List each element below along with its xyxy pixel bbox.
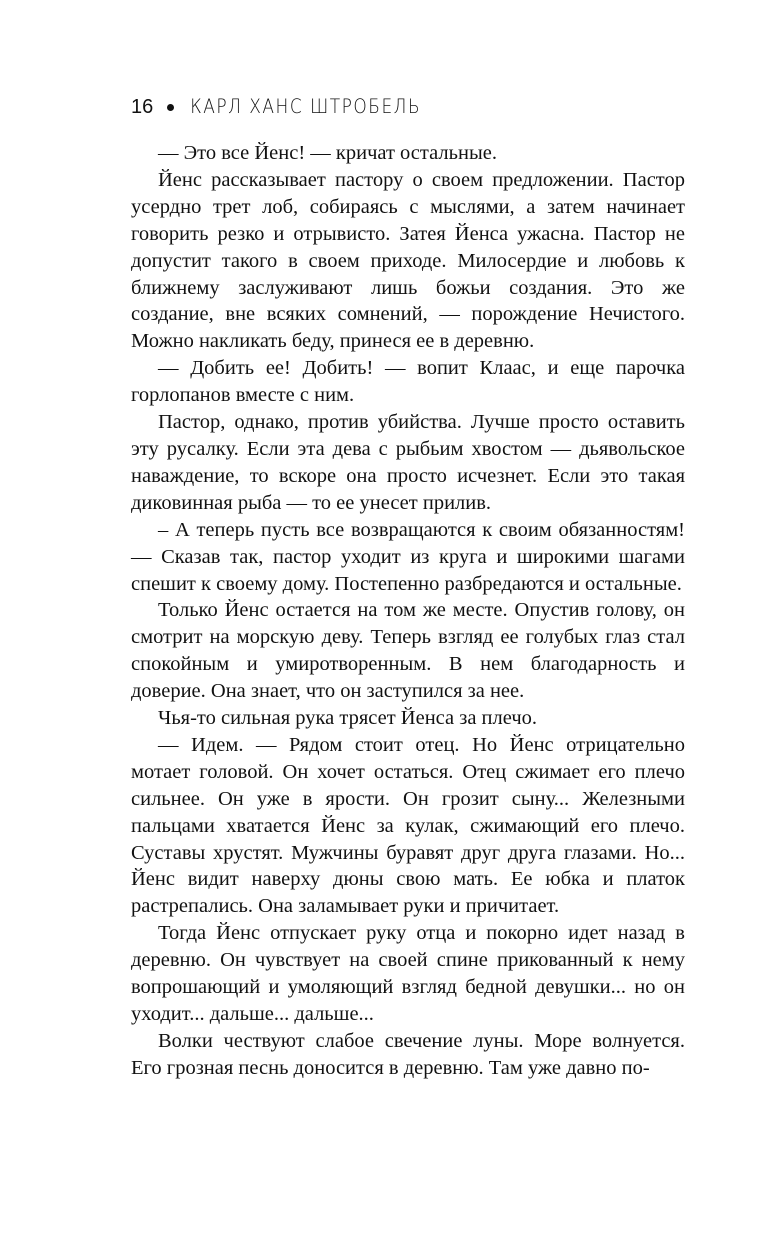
paragraph: – А теперь пусть все возвращаются к своим обязанностям! — Сказав так, пастор уходит из круга и широкими шагами спешит к своему дому. Постепенно разбредаются и остальные. [131, 518, 685, 595]
bullet-separator-icon [167, 104, 174, 111]
paragraph: Пастор, однако, против убийства. Лучше просто оставить эту русалку. Если эта дева с рыбьим хвостом — дьявольское наваждение, то вскоре она просто исчезнет. Если это такая диковинная рыба — то ее унесет прилив. [131, 411, 685, 514]
paragraph: Йенс рассказывает пастору о своем предложении. Пастор усердно трет лоб, собираясь с мыслями, а затем начинает говорить резко и отрывисто. Затея Йенса ужасна. Пастор не допустит такого в своем приходе. Милосердие и любовь к ближнему заслуживают лишь божьи создания. Это же создание, вне всяких сомнений, — порождение Нечистого. Можно накликать беду, принеся ее в деревню. [131, 168, 685, 353]
running-head [131, 92, 421, 122]
author-name: КАРЛ ХАНС ШТРОБЕЛЬ [190, 95, 422, 119]
paragraph: Чья-то сильная рука трясет Йенса за плечо. [158, 707, 538, 730]
paragraph: — Добить ее! Добить! — вопит Клаас, и еще парочка горлопанов вместе с ним. [131, 357, 685, 407]
page-number: 16 [131, 95, 154, 118]
paragraph: Только Йенс остается на том же месте. Опустив голову, он смотрит на морскую деву. Теперь взгляд ее голубых глаз стал спокойным и умиротворенным. В нем благодарность и доверие. Она знает, что он заступился за нее. [131, 599, 685, 703]
body-text [131, 140, 685, 1082]
paragraph: Тогда Йенс отпускает руку отца и покорно идет назад в деревню. Он чувствует на своей спине прикованный к нему вопрошающий и умоляющий взгляд бедной девушки... но он уходит... дальше... дальше... [131, 922, 685, 1025]
paragraph: — Это все Йенс! — кричат остальные. [158, 142, 497, 164]
paragraph: Волки чествуют слабое свечение луны. Море волнуется. Его грозная песнь доносится в деревню. Там уже давно по- [131, 1029, 685, 1079]
paragraph: — Идем. — Рядом стоит отец. Но Йенс отрицательно мотает головой. Он хочет остаться. Отец сжимает его плечо сильнее. Он уже в ярости. Он грозит сыну... Железными пальцами хватается Йенс за кулак, сжимающий его плечо. Суставы хрустят. Мужчины буравят друг друга глазами. Но... Йенс видит наверху дюны свою мать. Ее юбка и платок растрепались. Она заламывает руки и причитает. [131, 733, 685, 918]
